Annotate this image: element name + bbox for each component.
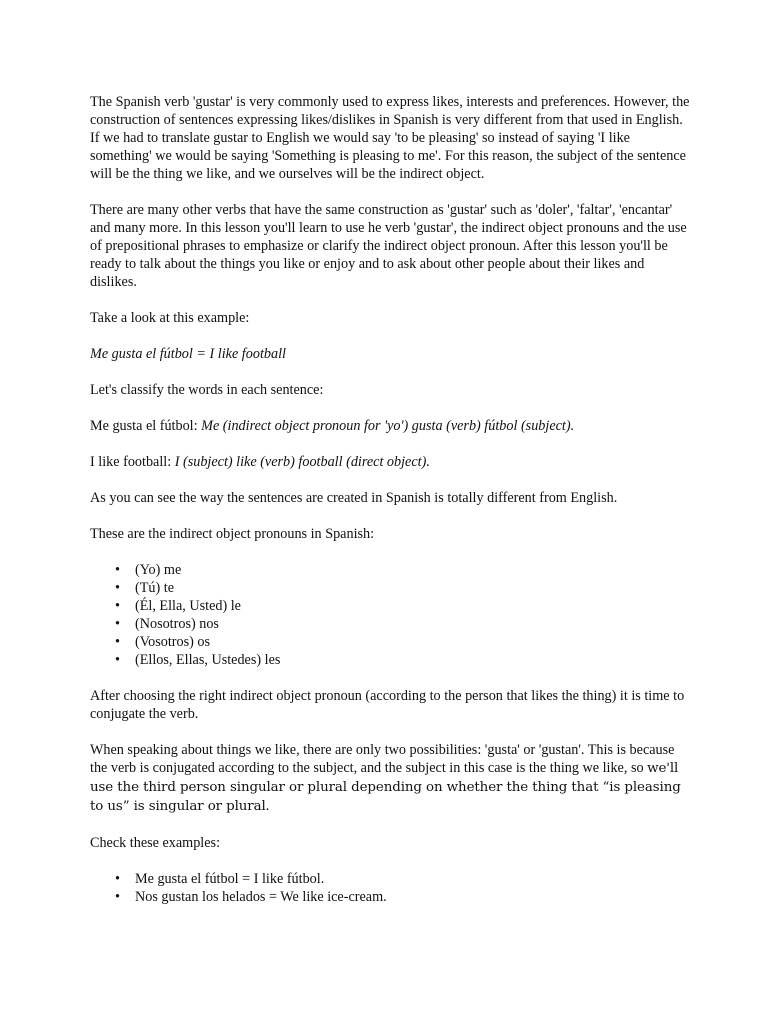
- look-example-paragraph: Take a look at this example:: [90, 310, 250, 326]
- english-breakdown-paragraph: [90, 453, 690, 471]
- english-breakdown-label: I like football:: [90, 454, 175, 470]
- other-verbs-paragraph: There are many other verbs that have the same construction as 'gustar' such as 'doler', 'faltar', 'encantar' and many more. In this lesson you'll learn to use he verb 'gustar', the indirect object pronouns and the use of prepositional phrases to emphasize or clarify the indirect object pronoun. After this lesson you'll be ready to talk about the things you like or enjoy and to ask about other people about their likes and dislikes.: [90, 202, 687, 290]
- english-breakdown-text: I (subject) like (verb) football (direct object).: [174, 454, 430, 470]
- list-item: • (Él, Ella, Usted) le: [135, 597, 690, 615]
- examples-list: [90, 870, 690, 906]
- document-body: [90, 93, 690, 924]
- spanish-breakdown-label: Me gusta el fútbol:: [90, 418, 202, 434]
- pronouns-intro-paragraph: These are the indirect object pronouns in Spanish:: [90, 526, 375, 542]
- list-item: • Nos gustan los helados = We like ice-cream.: [135, 888, 690, 906]
- list-item: • Me gusta el fútbol = I like fútbol.: [135, 870, 690, 888]
- pronoun-list: [90, 561, 690, 669]
- spanish-breakdown-paragraph: [90, 417, 690, 435]
- list-item: • (Yo) me: [135, 561, 690, 579]
- spanish-breakdown-text: Me (indirect object pronoun for 'yo') gusta (verb) fútbol (subject).: [201, 418, 575, 434]
- list-item: • (Vosotros) os: [135, 633, 690, 651]
- intro-paragraph: The Spanish verb 'gustar' is very commonly used to express likes, interests and preferences. However, the construction of sentences expressing likes/dislikes in Spanish is very different from that used in English. If we had to translate gustar to English we would say 'to be pleasing' so instead of saying 'I like something' we would be saying 'Something is pleasing to me'. For this reason, the subject of the sentence will be the thing we like, and we ourselves will be the indirect object.: [90, 94, 690, 182]
- list-item: • (Tú) te: [135, 579, 690, 597]
- difference-paragraph: As you can see the way the sentences are created in Spanish is totally different from English.: [90, 490, 618, 506]
- classify-paragraph: Let's classify the words in each sentence:: [90, 382, 324, 398]
- speaking-text-b: we'll use the third person singular or plural depending on whether the thing that “is pleasing to us” is singular or plural: [90, 761, 681, 814]
- speaking-paragraph: [90, 741, 690, 816]
- list-item: • (Nosotros) nos: [135, 615, 690, 633]
- after-choosing-paragraph: After choosing the right indirect object pronoun (according to the person that likes the thing) it is time to conjugate the verb.: [90, 688, 685, 722]
- speaking-text-a: When speaking about things we like, there are only two possibilities: 'gusta' or 'gustan'. This is because the verb is conjugated according to the subject, and the subject in this case is the thing we like, so: [90, 742, 675, 776]
- list-item: • (Ellos, Ellas, Ustedes) les: [135, 651, 690, 669]
- speaking-text-c: .: [265, 798, 270, 814]
- check-examples-paragraph: Check these examples:: [90, 835, 221, 851]
- example-sentence: Me gusta el fútbol = I like football: [90, 346, 286, 362]
